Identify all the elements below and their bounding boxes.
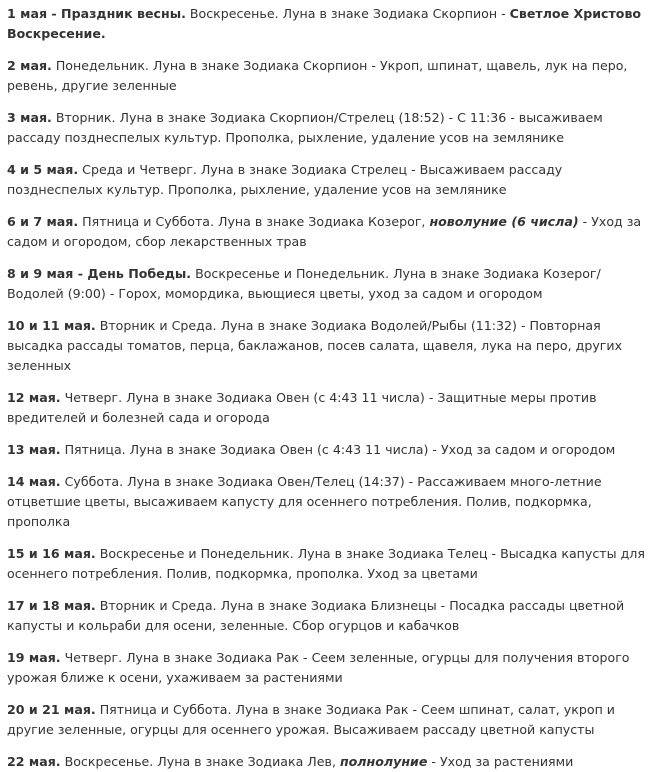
entry-date: 19 мая. bbox=[7, 650, 61, 665]
entry-may-17-18 bbox=[7, 596, 652, 636]
entry-may-19 bbox=[7, 648, 652, 688]
entry-moon-phase: новолуние (6 числа) bbox=[429, 214, 579, 229]
entry-date: 12 мая. bbox=[7, 390, 61, 405]
entry-date: 6 и 7 мая. bbox=[7, 214, 79, 229]
entry-text-continued: - Уход за растениями bbox=[427, 754, 574, 769]
entry-text: Пятница. Луна в знаке Зодиака Овен (с 4:43 11 числа) - Уход за садом и огородом bbox=[60, 442, 616, 457]
entry-date: 20 и 21 мая. bbox=[7, 702, 96, 717]
entry-text: Понедельник. Луна в знаке Зодиака Скорпион - Укроп, шпинат, щавель, лук на перо, ревень, другие зеленные bbox=[7, 58, 628, 93]
entry-text: Суббота. Луна в знаке Зодиака Овен/Телец (14:37) - Рассаживаем много-летние отцветшие цветы, высаживаем капусту для осеннего потребления. Полив, подкормка, прополка bbox=[7, 474, 602, 529]
entry-text: Пятница и Суббота. Луна в знаке Зодиака Козерог, bbox=[78, 214, 430, 229]
entry-date: 13 мая. bbox=[7, 442, 61, 457]
entry-date: 1 мая bbox=[7, 6, 48, 21]
entry-may-13 bbox=[7, 440, 652, 460]
entry-may-15-16 bbox=[7, 544, 652, 584]
entry-may-12 bbox=[7, 388, 652, 428]
entry-date: 2 мая. bbox=[7, 58, 52, 73]
entry-may-4-5 bbox=[7, 160, 652, 200]
entry-may-10-11 bbox=[7, 316, 652, 376]
entry-date: 15 и 16 мая. bbox=[7, 546, 96, 561]
entry-separator: - bbox=[73, 266, 88, 281]
entry-text: Воскресенье. Луна в знаке Зодиака Скорпион - bbox=[185, 6, 510, 21]
entry-may-6-7 bbox=[7, 212, 652, 252]
entry-may-22 bbox=[7, 752, 652, 772]
entry-date: 8 и 9 мая bbox=[7, 266, 74, 281]
entry-text-continued: - Уход за садом и огородом, сбор лекарственных трав bbox=[7, 214, 642, 249]
entry-date: 10 и 11 мая. bbox=[7, 318, 96, 333]
entry-text: Воскресенье и Понедельник. Луна в знаке Зодиака Козерог/Водолей (9:00) - Горох, момордика, вьющиеся цветы, уход за садом и огородом bbox=[7, 266, 601, 301]
entry-may-8-9 bbox=[7, 264, 652, 304]
entry-moon-phase: полнолуние bbox=[339, 754, 428, 769]
entry-text: Четверг. Луна в знаке Зодиака Овен (с 4:43 11 числа) - Защитные меры против вредителей и болезней сада и огорода bbox=[7, 390, 597, 425]
entry-date: 17 и 18 мая. bbox=[7, 598, 96, 613]
entry-text: Воскресенье. Луна в знаке Зодиака Лев, bbox=[60, 754, 340, 769]
entry-text: Пятница и Суббота. Луна в знаке Зодиака Рак - Сеем шпинат, салат, укроп и другие зеленные, огурцы для осеннего урожая. Высаживаем рассаду цветной капусты bbox=[7, 702, 615, 737]
entry-may-3 bbox=[7, 108, 652, 148]
entry-may-2 bbox=[7, 56, 652, 96]
entry-holiday-2: Светлое Христово Воскресение. bbox=[7, 6, 642, 41]
entry-text: Вторник и Среда. Луна в знаке Зодиака Водолей/Рыбы (11:32) - Повторная высадка рассады томатов, перца, баклажанов, посев салата, щавеля, лука на перо, других зеленных bbox=[7, 318, 623, 373]
entry-text: Вторник и Среда. Луна в знаке Зодиака Близнецы - Посадка рассады цветной капусты и кольраби для осени, зеленные. Сбор огурцов и кабачков bbox=[7, 598, 625, 633]
entry-may-20-21 bbox=[7, 700, 652, 740]
entry-may-1 bbox=[7, 4, 652, 44]
entry-may-14 bbox=[7, 472, 652, 532]
entry-date: 22 мая. bbox=[7, 754, 61, 769]
entry-text: Четверг. Луна в знаке Зодиака Рак - Сеем зеленные, огурцы для получения второго урожая ближе к осени, ухаживаем за растениями bbox=[7, 650, 630, 685]
entry-text: Воскресенье и Понедельник. Луна в знаке Зодиака Телец - Высадка капусты для осеннего потребления. Полив, подкормка, прополка. Уход за цветами bbox=[7, 546, 645, 581]
entry-date: 14 мая. bbox=[7, 474, 61, 489]
entry-holiday: День Победы. bbox=[87, 266, 192, 281]
entry-separator: - bbox=[47, 6, 62, 21]
entry-date: 3 мая. bbox=[7, 110, 52, 125]
entry-text: Вторник. Луна в знаке Зодиака Скорпион/Стрелец (18:52) - С 11:36 - высаживаем рассаду позднеспелых культур. Прополка, рыхление, удаление усов на землянике bbox=[7, 110, 603, 145]
entry-text: Среда и Четверг. Луна в знаке Зодиака Стрелец - Высаживаем рассаду позднеспелых культур. Прополка, рыхление, удаление усов на землянике bbox=[7, 162, 563, 197]
entry-holiday: Праздник весны. bbox=[61, 6, 186, 21]
entry-date: 4 и 5 мая. bbox=[7, 162, 79, 177]
